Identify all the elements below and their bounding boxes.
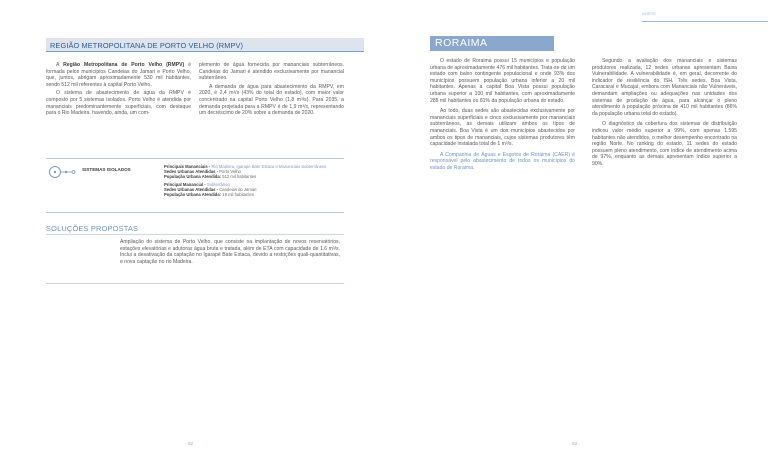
- solucoes-text: Ampliação do sistema de Porto Velho, que consiste na implantação de novos reservatórios, estações elevatórias e adutoras água bruta e tratada, além de ETA com capacidade de 1,6 m³/s. Inclui a desativação da captação no Igarapé Bate Estaca, devido a restrições quali-quantitativas, e nova captação no rio Madeira.: [120, 239, 340, 265]
- sistemas-isolados-label: SISTEMAS ISOLADOS: [82, 167, 131, 172]
- solucoes-bottom-divider: [46, 283, 344, 284]
- rmpv-demand-paragraph: A demanda de água para abastecimento da RMPV, em 2020, é 2,4 m³/s (43% do total do estado), com maior valor concentrado na capital Porto Velho (1,8 m³/s). Para 2035, a demanda projetada para a RMPV é de 1,9 m³/s, representando um decréscimo de 20% sobre a demanda de 2020.: [199, 83, 344, 117]
- sistema-porto-velho: Principais Mananciais - Rio Madeira, Igarapé Bate Estaca e Mananciais Subterrâneos Sedes Urbanas Atendidas - Porto Velho População Urbana Atendida: 512 mil habitantes: [164, 164, 327, 180]
- roraima-coverage-paragraph: O diagnóstico da cobertura dos sistemas de distribuição indicou valor médio superior a 99%, com apenas 1.595 habitantes não atendidos, o melhor desempenho encontrado na região Norte. No ranking do estado, 11 sedes do estado possuem pleno atendimento, com índice de atendimento acima de 97%, enquanto as demais apresentam índice superior a 90%.: [592, 121, 737, 167]
- rmpv-column-2: [199, 62, 344, 117]
- roraima-vulnerability-paragraph: Segundo a avaliação dos mananciais e sistemas produtores realizada, 12 sedes urbanas apresentam Baixa Vulnerabilidade. A vulnerabilidade é, em geral, decorrente do indicador de resiliência do ISH. Três sedes, Boa Vista, Caracaraí e Mucajaí, embora com Mananciais não Vulneráveis, demandam ampliações ou adequações nas unidades dos sistemas de produção de água, para alcançar o pleno atendimento à população próxima de 410 mil habitantes (86% da população urbana total do estado).: [592, 58, 737, 117]
- running-header-line: [642, 21, 768, 22]
- roraima-caer-paragraph: A Companhia de Águas e Esgotos de Roraima (CAER) é responsável pelo abastecimento de todos os municípios do estado de Roraima.: [430, 151, 575, 171]
- sistemas-info: [164, 164, 344, 197]
- rmpv-column-1: [46, 62, 191, 117]
- roraima-column-2: [592, 58, 737, 168]
- sistemas-top-divider: [46, 158, 344, 159]
- rmpv-section-title: REGIÃO METROPOLITANA DE PORTO VELHO (RMPV): [50, 41, 244, 50]
- isolated-systems-icon: [48, 165, 78, 179]
- rmpv-intro-paragraph: A Região Metropolitana de Porto Velho (RMPV) é formada pelos municípios Candeias do Jamari e Porto Velho, que, juntos, abrigam aproximadamente 530 mil habitantes, sendo 512 mil referentes à capital Porto Velho.: [46, 62, 191, 88]
- rmpv-bold-term: Região Metropolitana de Porto Velho (RMPV): [63, 62, 185, 68]
- right-page: [384, 0, 768, 457]
- running-header: NORTE: [642, 11, 656, 16]
- rmpv-system-paragraph: O sistema de abastecimento de água da RMPV é composto por 5 sistemas isolados. Porto Velho é atendida por mananciais predominantemente superficiais, com destaque para o Rio Madeira, havendo, ainda, um com-: [46, 90, 191, 117]
- solucoes-title-divider: [46, 234, 344, 235]
- solucoes-title: SOLUÇÕES PROPOSTAS: [46, 224, 139, 233]
- page-number-left: 52: [188, 441, 194, 446]
- roraima-section-header: [430, 36, 554, 51]
- roraima-intro-paragraph: O estado de Roraima possui 15 municípios e população urbana de aproximadamente 476 mil habitantes. Trata-se de um estado com baixo contingente populacional e onde 93% dos municípios possuem população urbana inferior a 20 mil habitantes. Apenas a capital Boa Vista possui população urbana superior a 100 mil habitantes, com aproximadamente 285 mil habitantes ou 81% da população urbana do estado.: [430, 58, 575, 104]
- roraima-column-1: [430, 58, 575, 172]
- rmpv-section-header: [46, 38, 364, 52]
- sistemas-bottom-divider: [46, 212, 344, 213]
- page-number-right: 53: [572, 441, 578, 446]
- rmpv-supply-paragraph: plemento de água fornecida por mananciais subterrâneos. Candeias do Jamari é atendido exclusivamente por manancial subterrâneo.: [199, 62, 344, 82]
- sistema-candeias: Principal Manancial - Subterrâneo Sedes Urbanas Atendidas - Candeias do Jamari População Urbana Atendida: 19 mil habitantes: [164, 181, 257, 198]
- roraima-section-title: RORAIMA: [435, 37, 488, 49]
- roraima-sources-paragraph: Ao todo, duas sedes são abastecidas exclusivamente por mananciais superficiais e cinco exclusivamente por mananciais subterrâneos, as demais utilizam ambos os tipos de mananciais. Boa Vista é um dos municípios abastecidos por ambos os tipos de mananciais, cujos sistemas produtores têm capacidade instalada total de 1 m³/s.: [430, 108, 575, 148]
